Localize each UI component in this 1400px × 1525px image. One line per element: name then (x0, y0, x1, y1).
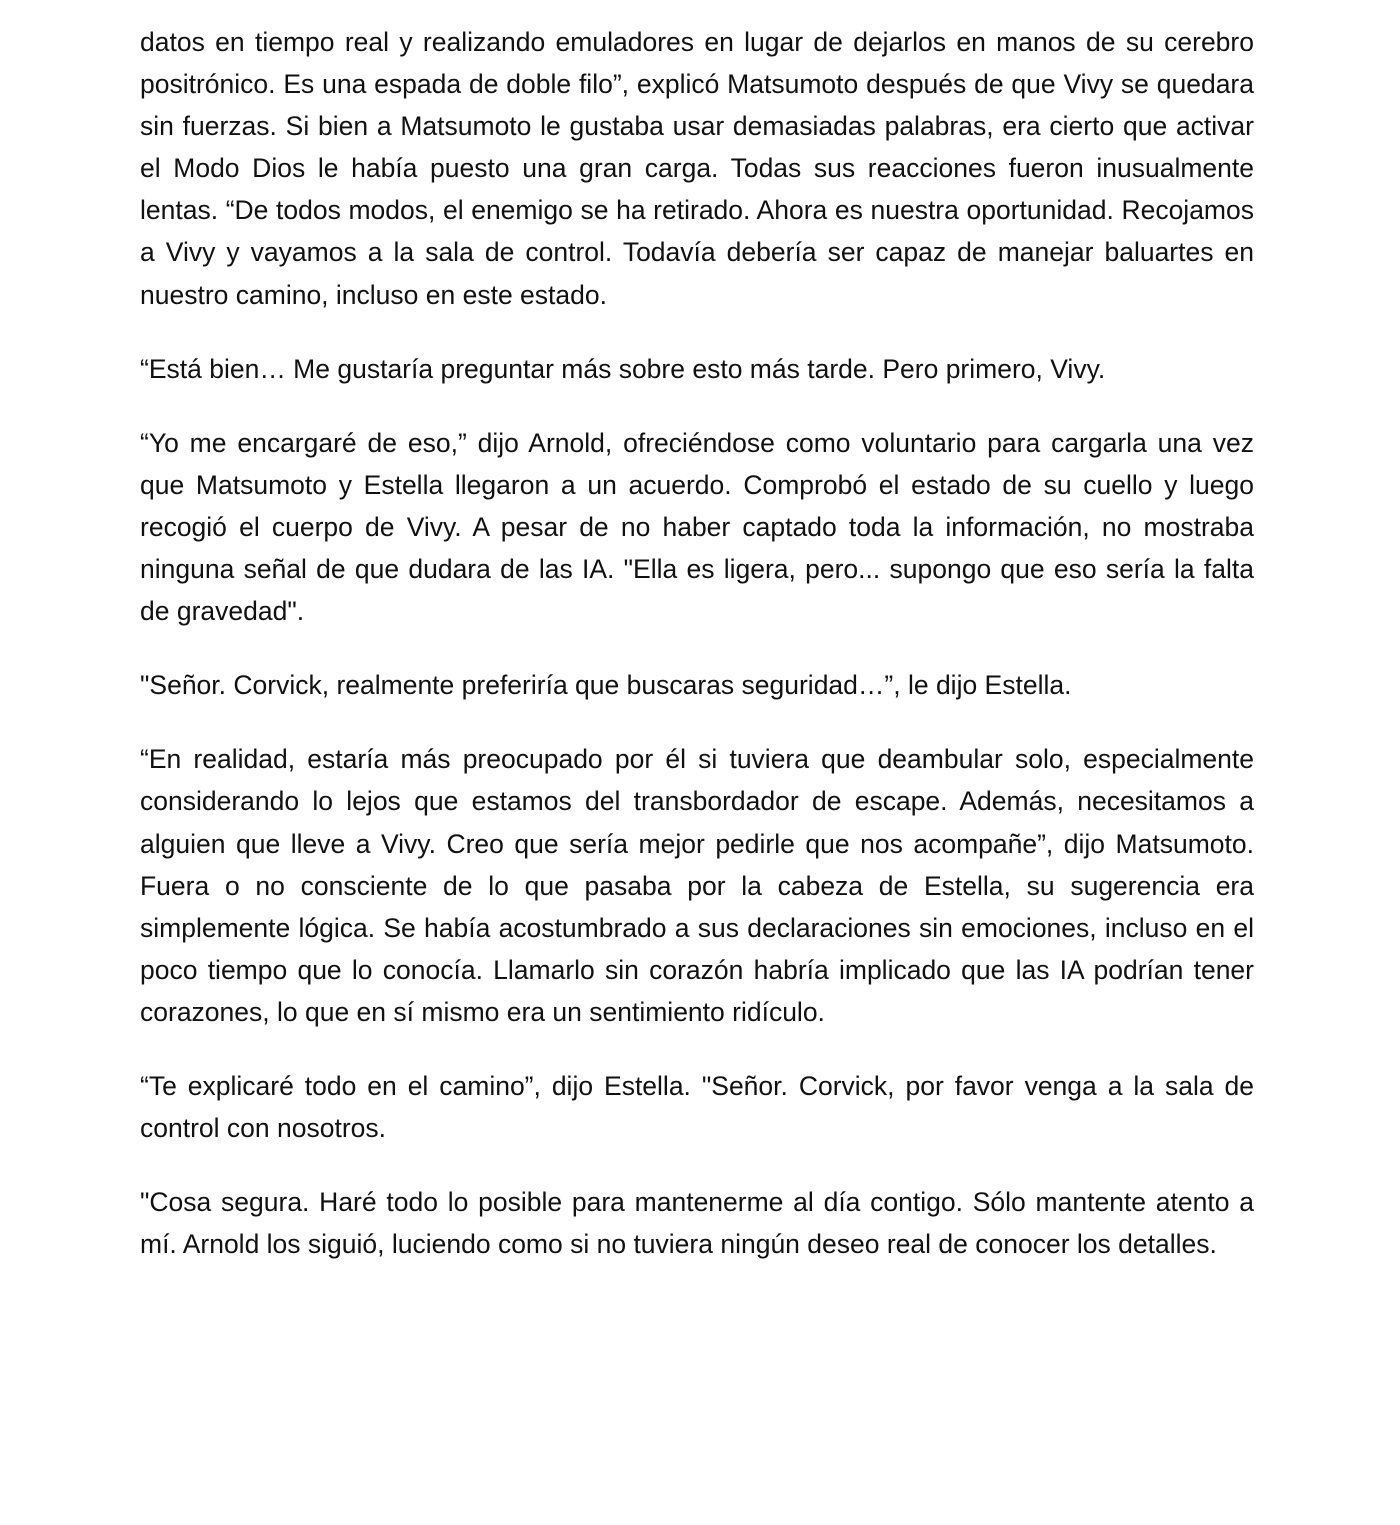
paragraph-1: datos en tiempo real y realizando emuladores en lugar de dejarlos en manos de su cerebro positrónico. Es una espada de doble filo”, explicó Matsumoto después de que Vivy se quedara sin fuerzas. Si bien a Matsumoto le gustaba usar demasiadas palabras, era cierto que activar el Modo Dios le había puesto una gran carga. Todas sus reacciones fueron inusualmente lentas. “De todos modos, el enemigo se ha retirado. Ahora es nuestra oportunidad. Recojamos a Vivy y vayamos a la sala de control. Todavía debería ser capaz de manejar baluartes en nuestro camino, incluso en este estado. (140, 27, 1254, 310)
document-page (140, 21, 1254, 1297)
paragraph-5: “En realidad, estaría más preocupado por él si tuviera que deambular solo, especialmente considerando lo lejos que estamos del transbordador de escape. Además, necesitamos a alguien que lleve a Vivy. Creo que sería mejor pedirle que nos acompañe”, dijo Matsumoto. Fuera o no consciente de lo que pasaba por la cabeza de Estella, su sugerencia era simplemente lógica. Se había acostumbrado a sus declaraciones sin emociones, incluso en el poco tiempo que lo conocía. Llamarlo sin corazón habría implicado que las IA podrían tener corazones, lo que en sí mismo era un sentimiento ridículo. (140, 744, 1254, 1027)
paragraph-7: "Cosa segura. Haré todo lo posible para mantenerme al día contigo. Sólo mantente atento a mí. Arnold los siguió, luciendo como si no tuviera ningún deseo real de conocer los detalles. (140, 1187, 1254, 1260)
paragraph-3: “Yo me encargaré de eso,” dijo Arnold, ofreciéndose como voluntario para cargarla una vez que Matsumoto y Estella llegaron a un acuerdo. Comprobó el estado de su cuello y luego recogió el cuerpo de Vivy. A pesar de no haber captado toda la información, no mostraba ninguna señal de que dudara de las IA. "Ella es ligera, pero... supongo que eso sería la falta de gravedad". (140, 427, 1254, 627)
paragraph-2: “Está bien… Me gustaría preguntar más sobre esto más tarde. Pero primero, Vivy. (140, 353, 1106, 384)
paragraph-4: "Señor. Corvick, realmente preferiría que buscaras seguridad…”, le dijo Estella. (140, 670, 1072, 701)
paragraph-6: “Te explicaré todo en el camino”, dijo Estella. "Señor. Corvick, por favor venga a la sala de control con nosotros. (140, 1070, 1254, 1144)
